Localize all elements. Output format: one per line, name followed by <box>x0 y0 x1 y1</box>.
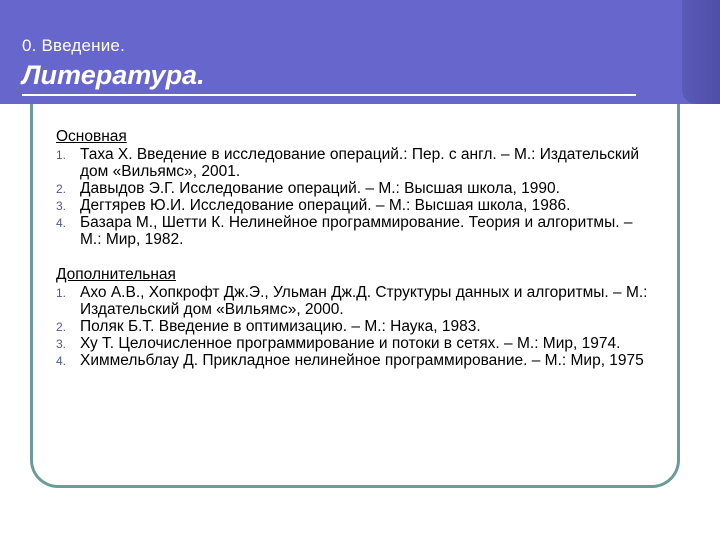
list-item <box>56 146 656 180</box>
list-item <box>56 284 656 318</box>
list-item <box>56 197 656 214</box>
list-item <box>56 335 656 352</box>
list-number: 2. <box>56 182 67 196</box>
list-number: 1. <box>56 148 67 162</box>
main-literature-list <box>56 146 656 248</box>
header-corner-decoration <box>682 0 720 104</box>
list-number: 2. <box>56 320 67 334</box>
list-item <box>56 180 656 197</box>
section-label: 0. Введение. <box>22 36 125 55</box>
list-item-text: Дегтярев Ю.И. Исследование операций. – М.: Высшая школа, 1986. <box>80 197 571 214</box>
list-number: 3. <box>56 199 67 213</box>
main-literature-heading: Основная <box>56 128 127 145</box>
slide-content <box>56 128 656 369</box>
title-underline <box>22 94 636 96</box>
extra-literature-list <box>56 284 656 369</box>
list-item-text: Химмельблау Д. Прикладное нелинейное программирование. – М.: Мир, 1975 <box>80 352 644 369</box>
list-number: 4. <box>56 354 67 368</box>
list-item-text: Ахо А.В., Хопкрофт Дж.Э., Ульман Дж.Д. Структуры данных и алгоритмы. – М.: Издательский дом «Вильямс», 2000. <box>80 284 648 318</box>
list-item <box>56 352 656 369</box>
extra-literature-heading: Дополнительная <box>56 266 176 283</box>
section-gap <box>56 248 656 266</box>
list-item-text: Таха Х. Введение в исследование операций.: Пер. с англ. – М.: Издательский дом «Вильямс», 2001. <box>80 146 640 180</box>
list-number: 4. <box>56 216 67 230</box>
slide-title: Литература. <box>22 60 205 90</box>
list-number: 1. <box>56 286 67 300</box>
list-item-text: Поляк Б.Т. Введение в оптимизацию. – М.: Наука, 1983. <box>80 318 481 335</box>
list-item <box>56 318 656 335</box>
list-item-text: Давыдов Э.Г. Исследование операций. – М.: Высшая школа, 1990. <box>80 180 560 197</box>
list-item-text: Базара М., Шетти К. Нелинейное программирование. Теория и алгоритмы. – М.: Мир, 1982. <box>80 214 633 248</box>
list-number: 3. <box>56 337 67 351</box>
list-item-text: Ху Т. Целочисленное программирование и потоки в сетях. – М.: Мир, 1974. <box>80 335 621 352</box>
list-item <box>56 214 656 248</box>
